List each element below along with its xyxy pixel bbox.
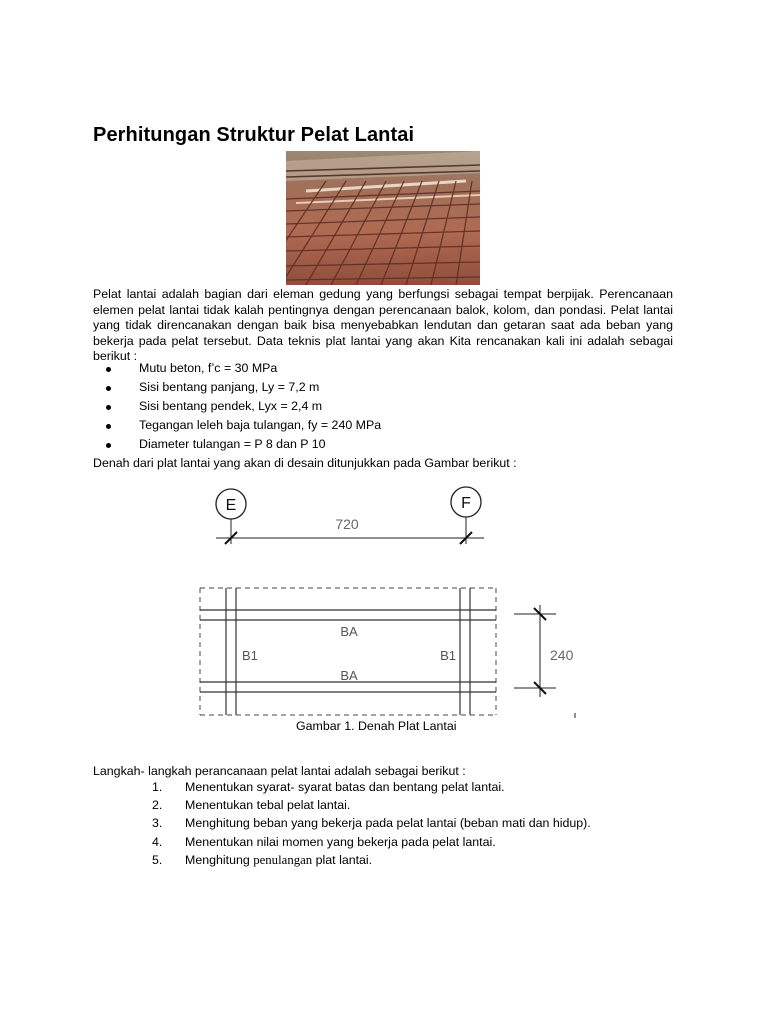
bullet-icon xyxy=(106,443,111,448)
beam-label-top: BA xyxy=(340,624,358,639)
page-title: Perhitungan Struktur Pelat Lantai xyxy=(93,124,415,146)
grid-label-f: F xyxy=(461,495,471,512)
list-item: 1. Menentukan syarat- syarat batas dan bentang pelat lantai. xyxy=(152,780,505,794)
list-item: Mutu beton, f’c = 30 MPa xyxy=(93,359,381,378)
floor-plan-figure xyxy=(194,482,580,718)
tech-data-list xyxy=(93,359,381,454)
beam-label-right: B1 xyxy=(440,648,456,663)
dimension-label-horizontal: 720 xyxy=(335,516,359,532)
intro-paragraph: Pelat lantai adalah bagian dari eleman gedung yang berfungsi sebagai tempat berpijak. Perencanaan elemen pelat lantai tidak kalah pentingnya dengan perencanaan balok, kolom, dan pondasi. Pelat lantai yang tidak direncanakan dengan baik bisa menyebabkan lendutan dan getaran saat ada beban yang bekerja pada pelat tersebut. Data teknis plat lantai yang akan Kita rencanakan kali ini adalah sebagai berikut : xyxy=(93,287,673,364)
list-item: 4. Menentukan nilai momen yang bekerja pada pelat lantai. xyxy=(152,834,496,849)
dimension-label-vertical: 240 xyxy=(550,647,574,663)
list-item: 2. Menentukan tebal pelat lantai. xyxy=(152,798,351,813)
reinforcement-mesh-photo xyxy=(286,151,480,285)
plan-intro: Denah dari plat lantai yang akan di desain ditunjukkan pada Gambar berikut : xyxy=(93,456,517,470)
list-item: Sisi bentang pendek, Lyx = 2,4 m xyxy=(93,397,381,416)
list-item: 5. Menghitung penulangan plat lantai. xyxy=(152,852,373,867)
steps-list xyxy=(152,778,591,869)
grid-label-e: E xyxy=(225,497,237,514)
beam-label-left: B1 xyxy=(242,648,258,663)
steps-intro: Langkah- langkah perancanaan pelat lantai adalah sebagai berikut : xyxy=(93,764,466,778)
bullet-icon xyxy=(106,386,111,391)
figure-caption: Gambar 1. Denah Plat Lantai xyxy=(296,719,457,733)
list-item: Tegangan leleh baja tulangan, fy = 240 MPa xyxy=(93,416,381,435)
list-item: Sisi bentang panjang, Ly = 7,2 m xyxy=(93,378,381,397)
bullet-icon xyxy=(106,424,111,429)
list-item: Diameter tulangan = P 8 dan P 10 xyxy=(93,435,381,454)
beam-label-bottom: BA xyxy=(340,668,358,683)
bullet-icon xyxy=(106,405,111,410)
list-item: 3. Menghitung beban yang bekerja pada pelat lantai (beban mati dan hidup). xyxy=(152,816,591,831)
bullet-icon xyxy=(106,367,111,372)
